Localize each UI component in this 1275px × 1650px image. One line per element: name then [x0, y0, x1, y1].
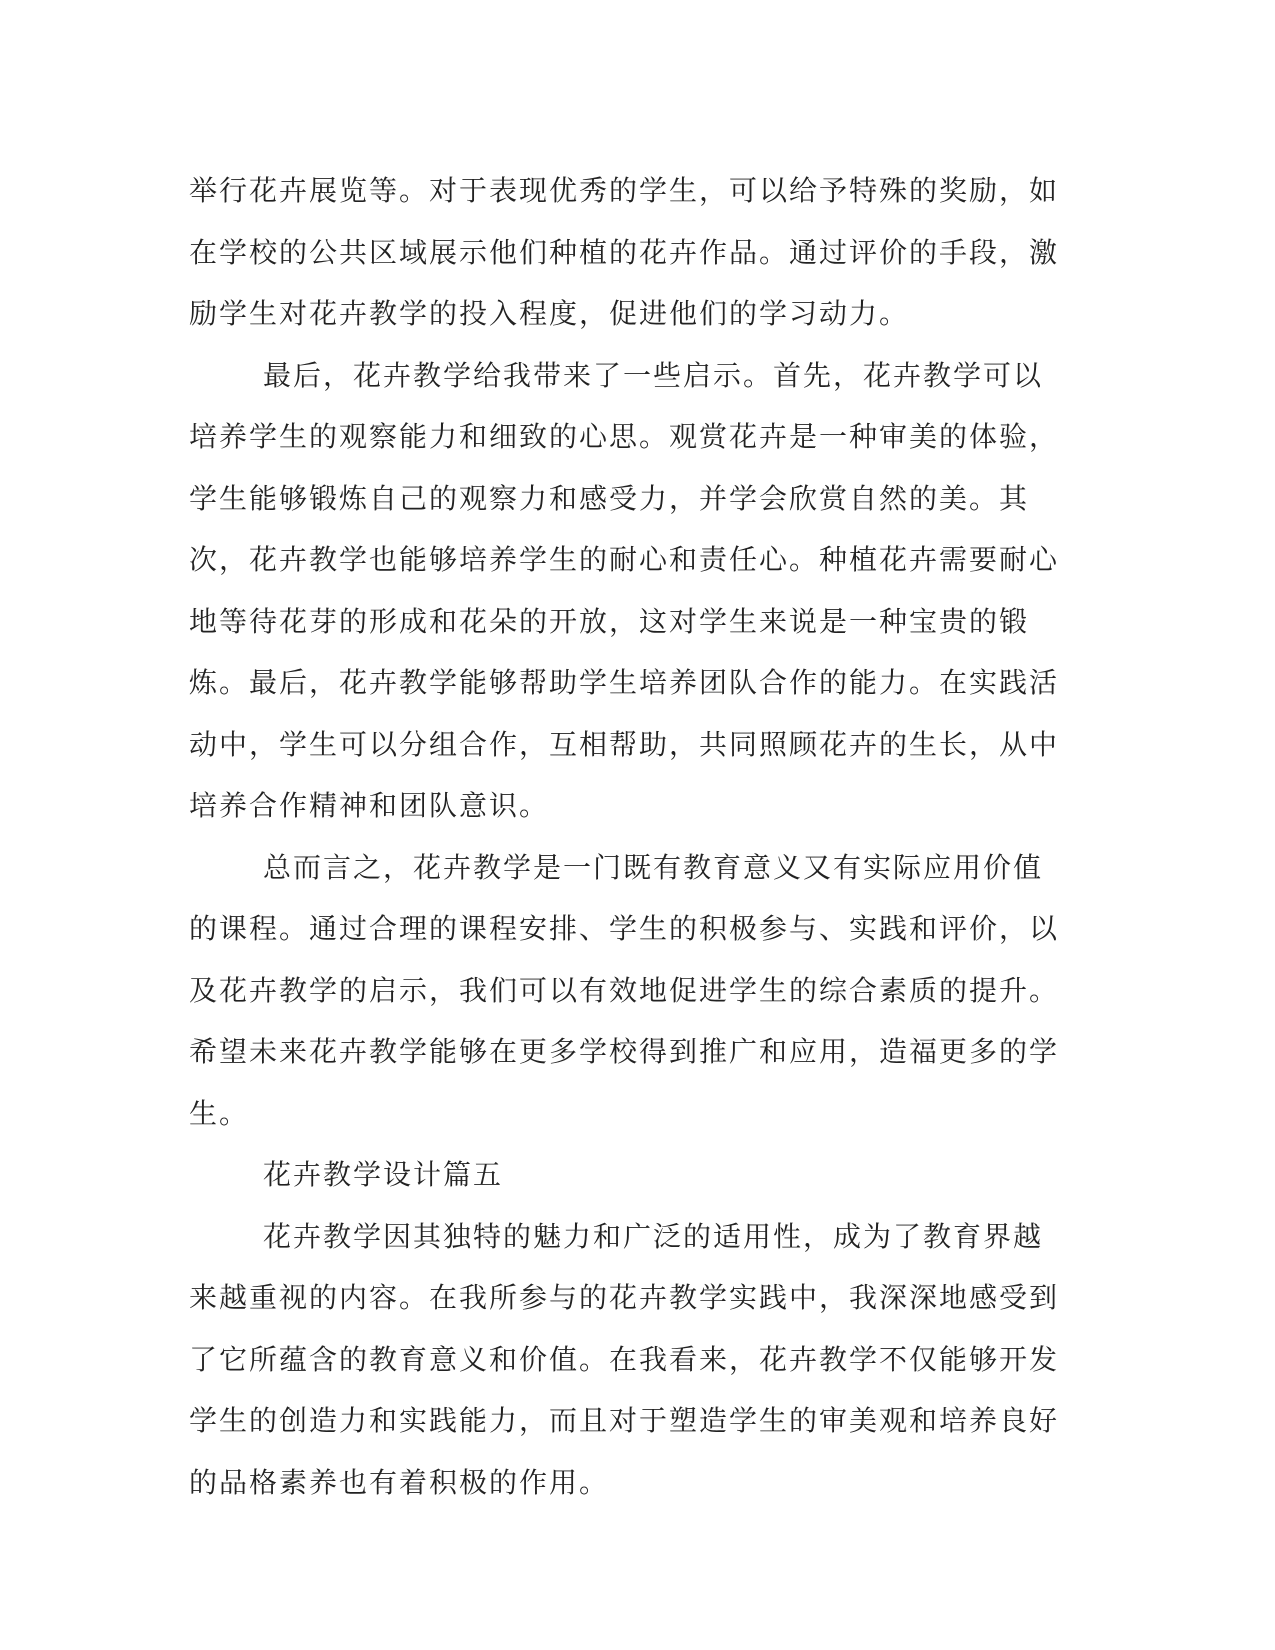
paragraph-section-five-intro: 花卉教学因其独特的魅力和广泛的适用性，成为了教育界越来越重视的内容。在我所参与的花卉教学实践中，我深深地感受到了它所蕴含的教育意义和价值。在我看来，花卉教学不仅能够开发学生的创造力和实践能力，而且对于塑造学生的审美观和培养良好的品格素养也有着积极的作用。 — [189, 1219, 1060, 1499]
paragraph-insights: 最后，花卉教学给我带来了一些启示。首先，花卉教学可以培养学生的观察能力和细致的心思。观赏花卉是一种审美的体验，学生能够锻炼自己的观察力和感受力，并学会欣赏自然的美。其次，花卉教学也能够培养学生的耐心和责任心。种植花卉需要耐心地等待花芽的形成和花朵的开放，这对学生来说是一种宝贵的锻炼。最后，花卉教学能够帮助学生培养团队合作的能力。在实践活动中，学生可以分组合作，互相帮助，共同照顾花卉的生长，从中培养合作精神和团队意识。 — [189, 358, 1060, 822]
paragraph-continued: 举行花卉展览等。对于表现优秀的学生，可以给予特殊的奖励，如在学校的公共区域展示他们种植的花卉作品。通过评价的手段，激励学生对花卉教学的投入程度，促进他们的学习动力。 — [189, 174, 1060, 330]
paragraph-conclusion: 总而言之，花卉教学是一门既有教育意义又有实际应用价值的课程。通过合理的课程安排、学生的积极参与、实践和评价，以及花卉教学的启示，我们可以有效地促进学生的综合素质的提升。希望未来花卉教学能够在更多学校得到推广和应用，造福更多的学生。 — [189, 850, 1060, 1130]
section-heading: 花卉教学设计篇五 — [263, 1158, 504, 1191]
document-body — [189, 160, 1069, 1513]
